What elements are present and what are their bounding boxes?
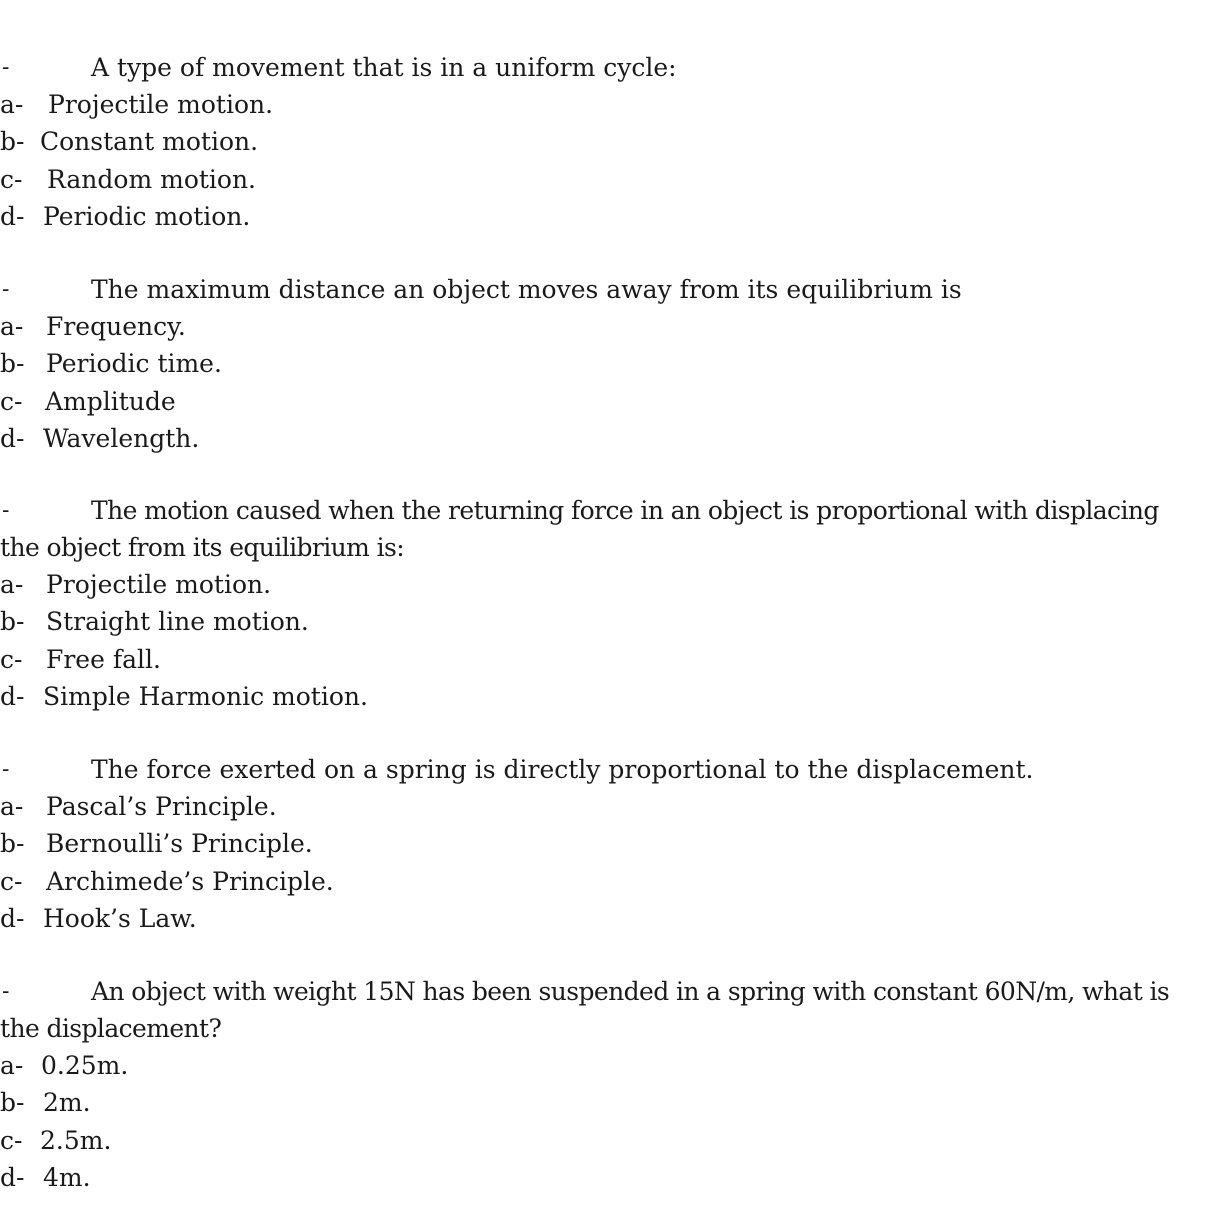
option-text: Periodic motion. bbox=[43, 201, 251, 231]
option-a bbox=[0, 566, 1200, 603]
option-d bbox=[0, 198, 1200, 235]
option-letter: a- bbox=[0, 792, 24, 821]
question-dash: - bbox=[2, 55, 10, 80]
option-text: Free fall. bbox=[46, 644, 161, 674]
option-list bbox=[0, 1047, 1200, 1196]
option-text: Projectile motion. bbox=[46, 570, 272, 599]
question-text: The force exerted on a spring is directly proportional to the displacement. bbox=[91, 755, 1034, 784]
option-text: 2.5m. bbox=[40, 1125, 112, 1155]
question-dash: - bbox=[2, 277, 10, 302]
option-letter: b- bbox=[0, 829, 25, 859]
option-c bbox=[0, 863, 1200, 900]
option-text: Bernoulli’s Principle. bbox=[46, 829, 313, 859]
option-letter: b- bbox=[0, 349, 25, 379]
option-text: 2m. bbox=[43, 1088, 91, 1118]
option-d bbox=[0, 678, 1200, 715]
option-text: Random motion. bbox=[47, 164, 257, 194]
option-letter: a- bbox=[0, 570, 24, 599]
option-text: Straight line motion. bbox=[46, 607, 309, 637]
option-letter: c- bbox=[0, 1125, 23, 1155]
question-2 bbox=[0, 271, 1200, 457]
option-letter: a- bbox=[0, 312, 24, 341]
question-4 bbox=[0, 751, 1200, 937]
option-letter: d- bbox=[0, 903, 25, 933]
question-stem bbox=[0, 271, 1200, 308]
option-text: Constant motion. bbox=[40, 127, 259, 157]
option-letter: a- bbox=[0, 1051, 24, 1080]
question-5 bbox=[0, 973, 1200, 1196]
option-text: 0.25m. bbox=[41, 1051, 129, 1080]
option-text: Projectile motion. bbox=[48, 90, 274, 119]
option-a bbox=[0, 308, 1200, 345]
option-letter: d- bbox=[0, 423, 25, 453]
option-text: 4m. bbox=[43, 1162, 91, 1192]
option-d bbox=[0, 900, 1200, 937]
option-text: Periodic time. bbox=[46, 349, 222, 379]
question-stem bbox=[0, 49, 1200, 86]
question-dash: - bbox=[2, 979, 10, 1004]
question-dash: - bbox=[2, 757, 10, 782]
option-text: Archimede’s Principle. bbox=[46, 866, 334, 896]
option-list bbox=[0, 566, 1200, 715]
option-text: Amplitude bbox=[45, 386, 176, 416]
option-a bbox=[0, 1047, 1200, 1084]
question-3 bbox=[0, 492, 1200, 715]
option-d bbox=[0, 1159, 1200, 1196]
option-b bbox=[0, 1084, 1200, 1121]
option-list bbox=[0, 308, 1200, 457]
option-c bbox=[0, 641, 1200, 678]
option-text: Simple Harmonic motion. bbox=[43, 681, 368, 711]
option-d bbox=[0, 420, 1200, 457]
question-text: The maximum distance an object moves away from its equilibrium is bbox=[91, 275, 962, 304]
option-b bbox=[0, 825, 1200, 862]
option-b bbox=[0, 345, 1200, 382]
question-1 bbox=[0, 49, 1200, 235]
question-stem bbox=[0, 751, 1200, 788]
option-c bbox=[0, 161, 1200, 198]
option-letter: b- bbox=[0, 607, 25, 637]
option-letter: b- bbox=[0, 127, 25, 157]
question-stem bbox=[0, 492, 1200, 566]
question-stem bbox=[0, 973, 1200, 1047]
option-b bbox=[0, 123, 1200, 160]
option-letter: c- bbox=[0, 164, 23, 194]
option-c bbox=[0, 1122, 1200, 1159]
question-dash: - bbox=[2, 498, 10, 523]
option-text: Pascal’s Principle. bbox=[46, 792, 277, 821]
option-letter: c- bbox=[0, 644, 23, 674]
option-list bbox=[0, 86, 1200, 235]
option-letter: d- bbox=[0, 201, 25, 231]
question-text: An object with weight 15N has been suspended in a spring with constant 60N/m, what is the displacement? bbox=[0, 977, 1170, 1043]
option-letter: b- bbox=[0, 1088, 25, 1118]
option-letter: a- bbox=[0, 90, 24, 119]
question-text: The motion caused when the returning force in an object is proportional with displacing the object from its equilibrium is: bbox=[0, 496, 1159, 562]
option-a bbox=[0, 86, 1200, 123]
option-letter: c- bbox=[0, 866, 23, 896]
option-text: Wavelength. bbox=[43, 423, 200, 453]
option-text: Frequency. bbox=[46, 312, 186, 341]
option-letter: c- bbox=[0, 386, 23, 416]
option-text: Hook’s Law. bbox=[43, 903, 197, 933]
question-text: A type of movement that is in a uniform cycle: bbox=[91, 53, 677, 82]
option-letter: d- bbox=[0, 681, 25, 711]
option-letter: d- bbox=[0, 1162, 25, 1192]
option-list bbox=[0, 788, 1200, 937]
option-c bbox=[0, 383, 1200, 420]
option-a bbox=[0, 788, 1200, 825]
option-b bbox=[0, 603, 1200, 640]
